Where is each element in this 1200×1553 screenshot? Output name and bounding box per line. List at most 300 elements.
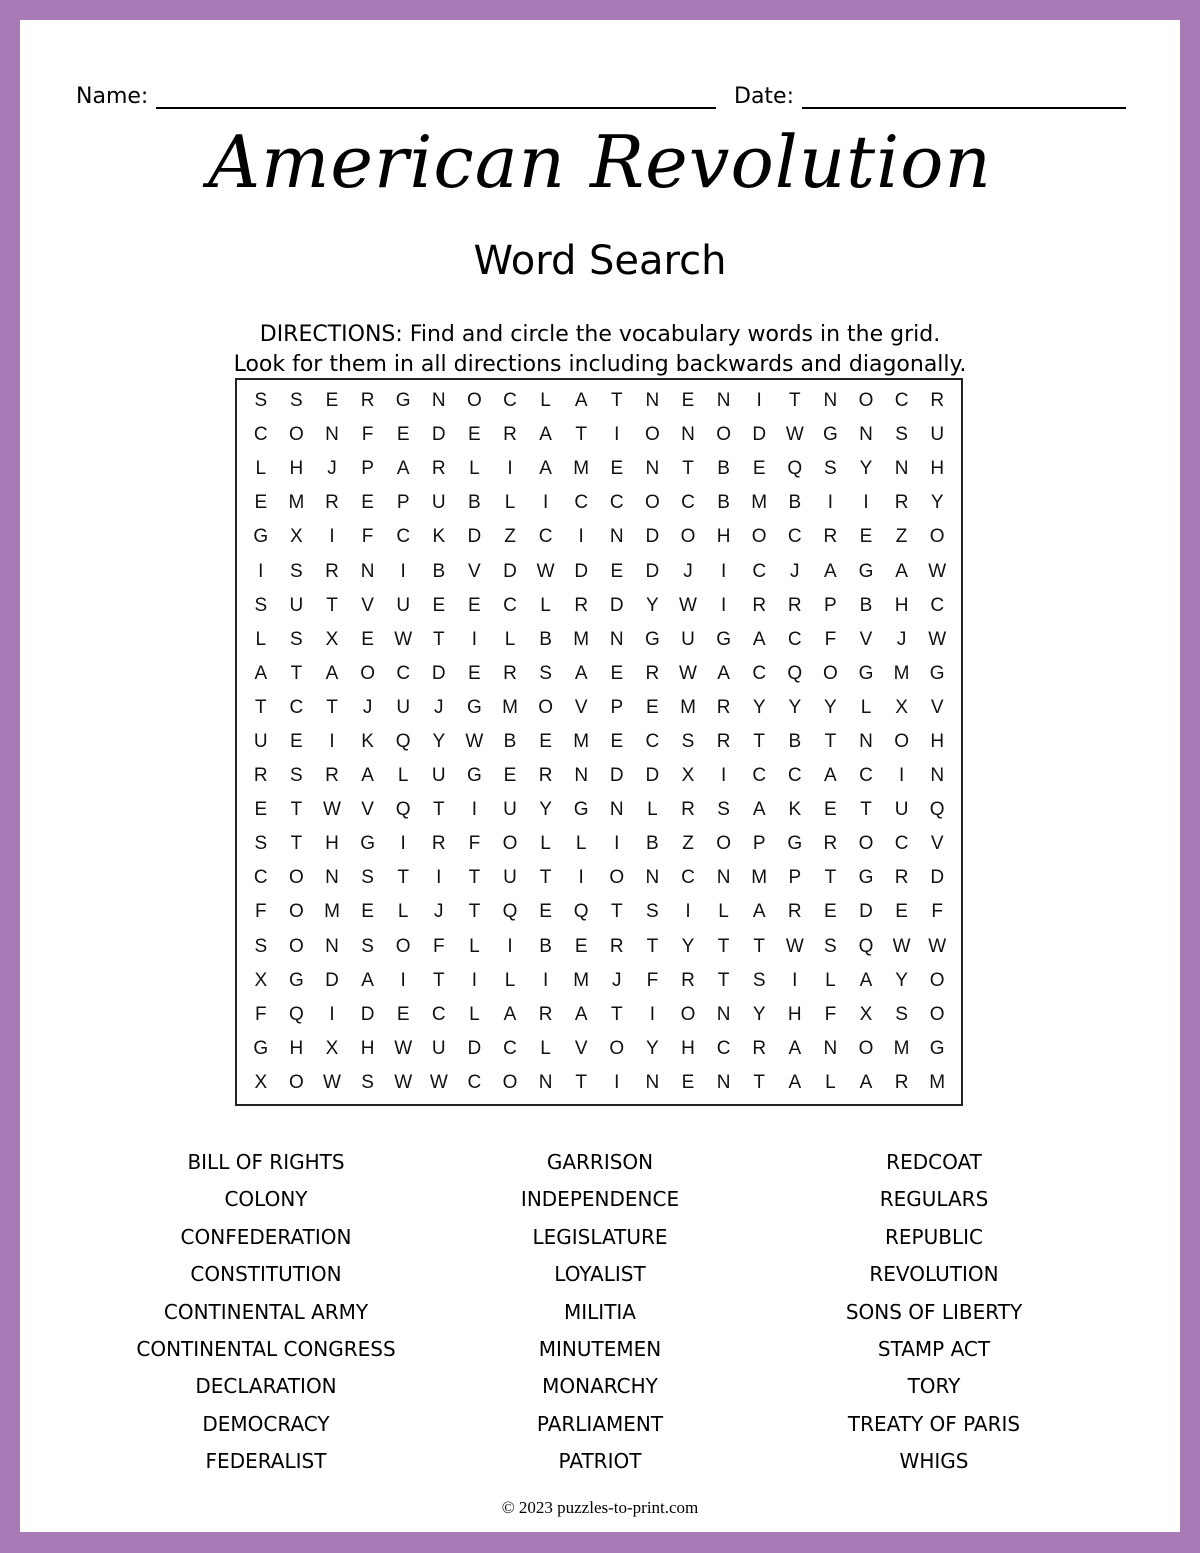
grid-cell[interactable]: T (290, 662, 303, 684)
grid-cell[interactable]: N (609, 526, 624, 548)
grid-cell[interactable]: I (436, 867, 442, 889)
grid-cell[interactable]: T (468, 901, 481, 923)
grid-cell[interactable]: G (467, 696, 482, 718)
grid-cell[interactable]: R (894, 867, 909, 889)
grid-cell[interactable]: I (649, 1003, 656, 1025)
grid-cell[interactable]: T (468, 867, 481, 889)
grid-cell[interactable]: E (468, 424, 481, 446)
grid-cell[interactable]: B (788, 730, 802, 752)
grid-cell[interactable]: T (326, 696, 338, 718)
grid-cell[interactable]: Q (787, 458, 803, 480)
grid-cell[interactable]: S (824, 935, 837, 957)
grid-cell[interactable]: M (680, 696, 696, 718)
grid-cell[interactable]: I (685, 901, 691, 923)
grid-cell[interactable]: A (361, 969, 374, 991)
grid-cell[interactable]: A (752, 901, 766, 923)
grid-cell[interactable]: R (894, 1071, 909, 1093)
grid-cell[interactable]: I (720, 560, 727, 582)
grid-cell[interactable]: T (432, 799, 445, 821)
grid-cell[interactable]: C (752, 765, 767, 787)
grid-cell[interactable]: B (539, 628, 552, 650)
grid-cell[interactable]: Y (859, 458, 873, 480)
grid-cell[interactable]: R (431, 833, 446, 855)
grid-cell[interactable]: L (255, 458, 267, 480)
grid-cell[interactable]: A (503, 1003, 517, 1025)
grid-cell[interactable]: T (610, 1003, 623, 1025)
grid-cell[interactable]: O (645, 424, 660, 446)
grid-cell[interactable]: O (645, 492, 660, 514)
grid-cell[interactable]: M (573, 458, 590, 480)
grid-cell[interactable]: W (465, 730, 484, 752)
grid-cell[interactable]: S (290, 628, 303, 650)
grid-cell[interactable]: O (823, 662, 838, 684)
grid-cell[interactable]: O (360, 662, 375, 684)
grid-cell[interactable]: F (254, 1003, 267, 1025)
grid-cell[interactable]: S (752, 969, 766, 991)
grid-cell[interactable]: J (434, 901, 444, 923)
grid-cell[interactable]: L (469, 1003, 480, 1025)
grid-cell[interactable]: G (823, 424, 838, 446)
grid-cell[interactable]: W (928, 935, 947, 957)
grid-cell[interactable]: O (502, 833, 518, 855)
grid-cell[interactable]: L (718, 901, 729, 923)
grid-cell[interactable]: F (468, 833, 481, 855)
grid-cell[interactable]: E (610, 730, 624, 752)
grid-cell[interactable]: E (610, 662, 624, 684)
grid-cell[interactable]: N (431, 390, 446, 412)
grid-cell[interactable]: A (788, 1071, 802, 1093)
grid-cell[interactable]: T (432, 969, 445, 991)
grid-cell[interactable]: R (325, 765, 339, 787)
grid-cell[interactable]: R (823, 833, 838, 855)
grid-cell[interactable]: O (716, 424, 731, 446)
grid-cell[interactable]: R (930, 390, 945, 412)
grid-cell[interactable]: I (471, 628, 478, 650)
grid-cell[interactable]: C (787, 765, 802, 787)
grid-cell[interactable]: E (539, 730, 552, 752)
grid-cell[interactable]: H (930, 730, 945, 752)
grid-cell[interactable]: N (823, 1037, 838, 1059)
grid-cell[interactable]: C (930, 594, 945, 616)
grid-cell[interactable]: C (894, 390, 909, 412)
grid-cell[interactable]: U (431, 765, 446, 787)
grid-cell[interactable]: A (574, 1003, 588, 1025)
grid-cell[interactable]: S (290, 390, 303, 412)
grid-cell[interactable]: I (507, 935, 513, 957)
grid-cell[interactable]: E (681, 390, 695, 412)
grid-cell[interactable]: R (574, 594, 589, 616)
grid-cell[interactable]: O (395, 935, 411, 957)
grid-cell[interactable]: A (539, 458, 552, 480)
grid-cell[interactable]: H (930, 458, 945, 480)
grid-cell[interactable]: O (929, 1003, 945, 1025)
grid-cell[interactable]: T (432, 628, 445, 650)
grid-cell[interactable]: L (397, 901, 409, 923)
grid-cell[interactable]: U (253, 730, 268, 752)
grid-cell[interactable]: L (504, 492, 516, 514)
grid-cell[interactable]: O (751, 526, 767, 548)
grid-cell[interactable]: E (610, 560, 624, 582)
grid-cell[interactable]: W (679, 594, 697, 616)
grid-cell[interactable]: H (360, 1037, 375, 1059)
grid-cell[interactable]: S (895, 1003, 908, 1025)
grid-cell[interactable]: G (858, 662, 874, 684)
grid-cell[interactable]: I (542, 492, 549, 514)
grid-cell[interactable]: N (894, 458, 909, 480)
grid-cell[interactable]: H (681, 1037, 695, 1059)
grid-cell[interactable]: L (469, 935, 480, 957)
grid-cell[interactable]: L (647, 799, 658, 821)
grid-cell[interactable]: R (716, 730, 731, 752)
grid-cell[interactable]: I (756, 390, 762, 412)
grid-cell[interactable]: D (752, 424, 767, 446)
grid-cell[interactable]: D (431, 424, 446, 446)
grid-cell[interactable]: V (361, 799, 374, 821)
grid-cell[interactable]: D (574, 560, 589, 582)
grid-cell[interactable]: E (468, 594, 481, 616)
grid-cell[interactable]: C (787, 628, 802, 650)
grid-cell[interactable]: N (645, 390, 660, 412)
grid-cell[interactable]: N (859, 424, 873, 446)
grid-cell[interactable]: B (468, 492, 481, 514)
grid-cell[interactable]: E (361, 901, 374, 923)
grid-cell[interactable]: S (646, 901, 659, 923)
grid-cell[interactable]: O (289, 867, 304, 889)
grid-cell[interactable]: W (323, 1071, 341, 1093)
grid-cell[interactable]: W (394, 1071, 413, 1093)
grid-cell[interactable]: S (254, 390, 268, 412)
grid-cell[interactable]: V (468, 560, 481, 582)
grid-cell[interactable]: G (645, 628, 660, 650)
grid-cell[interactable]: B (717, 492, 730, 514)
grid-cell[interactable]: O (289, 1071, 304, 1093)
grid-cell[interactable]: C (752, 560, 767, 582)
grid-cell[interactable]: G (858, 867, 874, 889)
grid-cell[interactable]: A (895, 560, 908, 582)
grid-cell[interactable]: T (717, 969, 730, 991)
grid-cell[interactable]: X (325, 628, 339, 650)
grid-cell[interactable]: E (503, 765, 517, 787)
grid-cell[interactable]: W (429, 1071, 448, 1093)
grid-cell[interactable]: Y (646, 1037, 659, 1059)
grid-cell[interactable]: M (751, 867, 768, 889)
grid-cell[interactable]: I (614, 424, 620, 446)
grid-cell[interactable]: L (504, 969, 516, 991)
grid-cell[interactable]: L (255, 628, 267, 650)
grid-cell[interactable]: P (788, 867, 802, 889)
grid-cell[interactable]: B (788, 492, 802, 514)
grid-cell[interactable]: Y (824, 696, 837, 718)
grid-cell[interactable]: P (824, 594, 837, 616)
grid-cell[interactable]: G (467, 765, 482, 787)
grid-cell[interactable]: O (502, 1071, 518, 1093)
grid-cell[interactable]: N (574, 765, 589, 787)
grid-cell[interactable]: G (929, 662, 945, 684)
grid-cell[interactable]: I (400, 969, 406, 991)
grid-cell[interactable]: T (753, 730, 765, 752)
grid-cell[interactable]: E (824, 799, 837, 821)
grid-cell[interactable]: T (753, 1071, 765, 1093)
grid-cell[interactable]: H (325, 833, 339, 855)
grid-cell[interactable]: N (325, 867, 339, 889)
grid-cell[interactable]: Q (573, 901, 589, 923)
grid-cell[interactable]: R (325, 560, 339, 582)
grid-cell[interactable]: J (434, 696, 444, 718)
grid-cell[interactable]: D (645, 526, 660, 548)
grid-cell[interactable]: T (397, 867, 409, 889)
grid-cell[interactable]: O (858, 833, 874, 855)
grid-cell[interactable]: T (753, 935, 765, 957)
grid-cell[interactable]: R (538, 765, 553, 787)
grid-cell[interactable]: R (787, 594, 802, 616)
grid-cell[interactable]: N (716, 867, 731, 889)
grid-cell[interactable]: A (788, 1037, 802, 1059)
grid-cell[interactable]: F (432, 935, 445, 957)
grid-cell[interactable]: I (400, 560, 406, 582)
grid-cell[interactable]: N (645, 1071, 660, 1093)
grid-cell[interactable]: L (825, 1071, 836, 1093)
grid-cell[interactable]: M (751, 492, 768, 514)
grid-cell[interactable]: E (859, 526, 873, 548)
grid-cell[interactable]: T (682, 458, 694, 480)
grid-cell[interactable]: J (683, 560, 693, 582)
grid-cell[interactable]: D (609, 594, 624, 616)
grid-cell[interactable]: T (788, 390, 801, 412)
grid-cell[interactable]: E (432, 594, 446, 616)
grid-cell[interactable]: I (329, 1003, 335, 1025)
grid-cell[interactable]: O (289, 901, 304, 923)
grid-cell[interactable]: Z (504, 526, 516, 548)
grid-cell[interactable]: F (646, 969, 659, 991)
grid-cell[interactable]: M (929, 1071, 946, 1093)
grid-cell[interactable]: A (717, 662, 730, 684)
grid-cell[interactable]: V (574, 1037, 588, 1059)
grid-cell[interactable]: T (290, 833, 303, 855)
grid-cell[interactable]: N (609, 799, 624, 821)
grid-cell[interactable]: W (892, 935, 911, 957)
grid-cell[interactable]: C (396, 526, 411, 548)
grid-cell[interactable]: O (609, 1037, 625, 1059)
grid-cell[interactable]: N (645, 867, 660, 889)
grid-cell[interactable]: N (609, 628, 624, 650)
grid-cell[interactable]: U (396, 696, 411, 718)
grid-cell[interactable]: C (503, 1037, 517, 1059)
grid-cell[interactable]: Q (289, 1003, 304, 1025)
grid-cell[interactable]: C (752, 662, 767, 684)
grid-cell[interactable]: S (290, 765, 303, 787)
grid-cell[interactable]: I (400, 833, 406, 855)
grid-cell[interactable]: C (253, 424, 268, 446)
grid-cell[interactable]: U (396, 594, 411, 616)
grid-cell[interactable]: Y (539, 799, 552, 821)
grid-cell[interactable]: T (610, 901, 623, 923)
grid-cell[interactable]: H (289, 1037, 304, 1059)
grid-cell[interactable]: L (469, 458, 480, 480)
grid-cell[interactable]: F (361, 526, 374, 548)
grid-cell[interactable]: W (536, 560, 555, 582)
grid-cell[interactable]: A (824, 765, 837, 787)
grid-cell[interactable]: F (931, 901, 943, 923)
grid-cell[interactable]: P (752, 833, 766, 855)
grid-cell[interactable]: C (894, 833, 909, 855)
grid-cell[interactable]: X (859, 1003, 873, 1025)
grid-cell[interactable]: I (471, 799, 478, 821)
grid-cell[interactable]: E (361, 628, 374, 650)
grid-cell[interactable]: S (361, 935, 374, 957)
grid-cell[interactable]: L (540, 390, 551, 412)
grid-cell[interactable]: N (716, 1003, 731, 1025)
grid-cell[interactable]: R (503, 424, 517, 446)
grid-cell[interactable]: I (329, 526, 335, 548)
grid-cell[interactable]: C (253, 867, 268, 889)
grid-cell[interactable]: S (254, 594, 268, 616)
grid-cell[interactable]: K (432, 526, 446, 548)
grid-cell[interactable]: C (467, 1071, 482, 1093)
grid-cell[interactable]: A (859, 969, 873, 991)
grid-cell[interactable]: U (431, 492, 446, 514)
grid-cell[interactable]: X (290, 526, 303, 548)
grid-cell[interactable]: L (540, 1037, 551, 1059)
grid-cell[interactable]: D (609, 765, 624, 787)
grid-cell[interactable]: U (930, 424, 945, 446)
grid-cell[interactable]: I (542, 969, 549, 991)
grid-cell[interactable]: E (361, 492, 374, 514)
grid-cell[interactable]: V (574, 696, 588, 718)
grid-cell[interactable]: R (787, 901, 802, 923)
grid-cell[interactable]: Z (895, 526, 908, 548)
grid-cell[interactable]: O (609, 867, 625, 889)
grid-cell[interactable]: U (503, 867, 517, 889)
grid-cell[interactable]: Q (929, 799, 945, 821)
grid-cell[interactable]: G (360, 833, 375, 855)
grid-cell[interactable]: A (752, 799, 766, 821)
grid-cell[interactable]: C (574, 492, 589, 514)
grid-cell[interactable]: S (895, 424, 908, 446)
grid-cell[interactable]: I (258, 560, 264, 582)
grid-cell[interactable]: R (823, 526, 838, 548)
grid-cell[interactable]: V (930, 833, 944, 855)
grid-cell[interactable]: W (785, 935, 804, 957)
grid-cell[interactable]: M (893, 662, 910, 684)
grid-cell[interactable]: Y (930, 492, 944, 514)
grid-cell[interactable]: D (645, 560, 660, 582)
grid-cell[interactable]: E (254, 492, 268, 514)
grid-cell[interactable]: O (538, 696, 553, 718)
grid-cell[interactable]: O (858, 1037, 874, 1059)
grid-cell[interactable]: Q (787, 662, 803, 684)
grid-cell[interactable]: C (396, 662, 411, 684)
grid-cell[interactable]: R (645, 662, 660, 684)
grid-cell[interactable]: W (679, 662, 697, 684)
grid-cell[interactable]: G (787, 833, 803, 855)
grid-cell[interactable]: O (467, 390, 482, 412)
grid-cell[interactable]: I (578, 526, 584, 548)
grid-cell[interactable]: O (929, 526, 945, 548)
grid-cell[interactable]: X (681, 765, 695, 787)
grid-cell[interactable]: M (893, 1037, 910, 1059)
grid-cell[interactable]: O (716, 833, 731, 855)
grid-cell[interactable]: S (717, 799, 730, 821)
grid-cell[interactable]: W (394, 628, 413, 650)
grid-cell[interactable]: R (325, 492, 339, 514)
grid-cell[interactable]: T (575, 1071, 587, 1093)
grid-cell[interactable]: C (681, 867, 695, 889)
grid-cell[interactable]: T (717, 935, 730, 957)
grid-cell[interactable]: R (716, 696, 731, 718)
grid-cell[interactable]: C (787, 526, 802, 548)
grid-cell[interactable]: E (254, 799, 268, 821)
grid-cell[interactable]: D (431, 662, 446, 684)
grid-cell[interactable]: N (645, 458, 660, 480)
grid-cell[interactable]: E (752, 458, 766, 480)
grid-cell[interactable]: W (928, 628, 947, 650)
grid-cell[interactable]: I (720, 765, 727, 787)
grid-cell[interactable]: T (824, 867, 837, 889)
grid-cell[interactable]: L (504, 628, 516, 650)
grid-cell[interactable]: T (610, 390, 623, 412)
grid-cell[interactable]: E (610, 458, 624, 480)
grid-cell[interactable]: M (573, 628, 590, 650)
grid-cell[interactable]: Q (858, 935, 874, 957)
grid-cell[interactable]: R (360, 390, 375, 412)
grid-cell[interactable]: R (681, 969, 695, 991)
grid-cell[interactable]: N (325, 935, 339, 957)
grid-cell[interactable]: J (362, 696, 373, 718)
grid-cell[interactable]: T (646, 935, 659, 957)
grid-cell[interactable]: R (253, 765, 268, 787)
grid-cell[interactable]: A (396, 458, 410, 480)
grid-cell[interactable]: R (752, 594, 767, 616)
grid-cell[interactable]: P (396, 492, 410, 514)
grid-cell[interactable]: C (859, 765, 873, 787)
grid-cell[interactable]: G (395, 390, 411, 412)
grid-cell[interactable]: Y (752, 696, 766, 718)
grid-cell[interactable]: T (860, 799, 872, 821)
grid-cell[interactable]: R (752, 1037, 767, 1059)
grid-cell[interactable]: N (823, 390, 838, 412)
grid-cell[interactable]: A (824, 560, 837, 582)
grid-cell[interactable]: L (540, 594, 551, 616)
grid-cell[interactable]: G (253, 526, 269, 548)
grid-cell[interactable]: I (578, 867, 584, 889)
grid-cell[interactable]: A (752, 628, 766, 650)
grid-cell[interactable]: C (503, 594, 517, 616)
grid-cell[interactable]: S (361, 1071, 374, 1093)
grid-cell[interactable]: C (645, 730, 660, 752)
grid-cell[interactable]: W (928, 560, 947, 582)
grid-cell[interactable]: E (895, 901, 908, 923)
grid-cell[interactable]: Y (646, 594, 659, 616)
grid-cell[interactable]: B (503, 730, 517, 752)
grid-cell[interactable]: Z (682, 833, 694, 855)
grid-cell[interactable]: O (929, 969, 945, 991)
grid-cell[interactable]: D (325, 969, 339, 991)
grid-cell[interactable]: G (289, 969, 304, 991)
grid-cell[interactable]: M (573, 730, 590, 752)
grid-cell[interactable]: S (290, 560, 303, 582)
grid-cell[interactable]: A (361, 765, 374, 787)
grid-cell[interactable]: C (431, 1003, 446, 1025)
grid-cell[interactable]: H (289, 458, 304, 480)
grid-cell[interactable]: L (575, 833, 587, 855)
grid-cell[interactable]: G (716, 628, 731, 650)
grid-cell[interactable]: N (930, 765, 945, 787)
grid-cell[interactable]: Y (788, 696, 802, 718)
grid-cell[interactable]: G (573, 799, 589, 821)
grid-cell[interactable]: O (289, 935, 304, 957)
grid-cell[interactable]: N (538, 1071, 553, 1093)
grid-cell[interactable]: L (860, 696, 872, 718)
